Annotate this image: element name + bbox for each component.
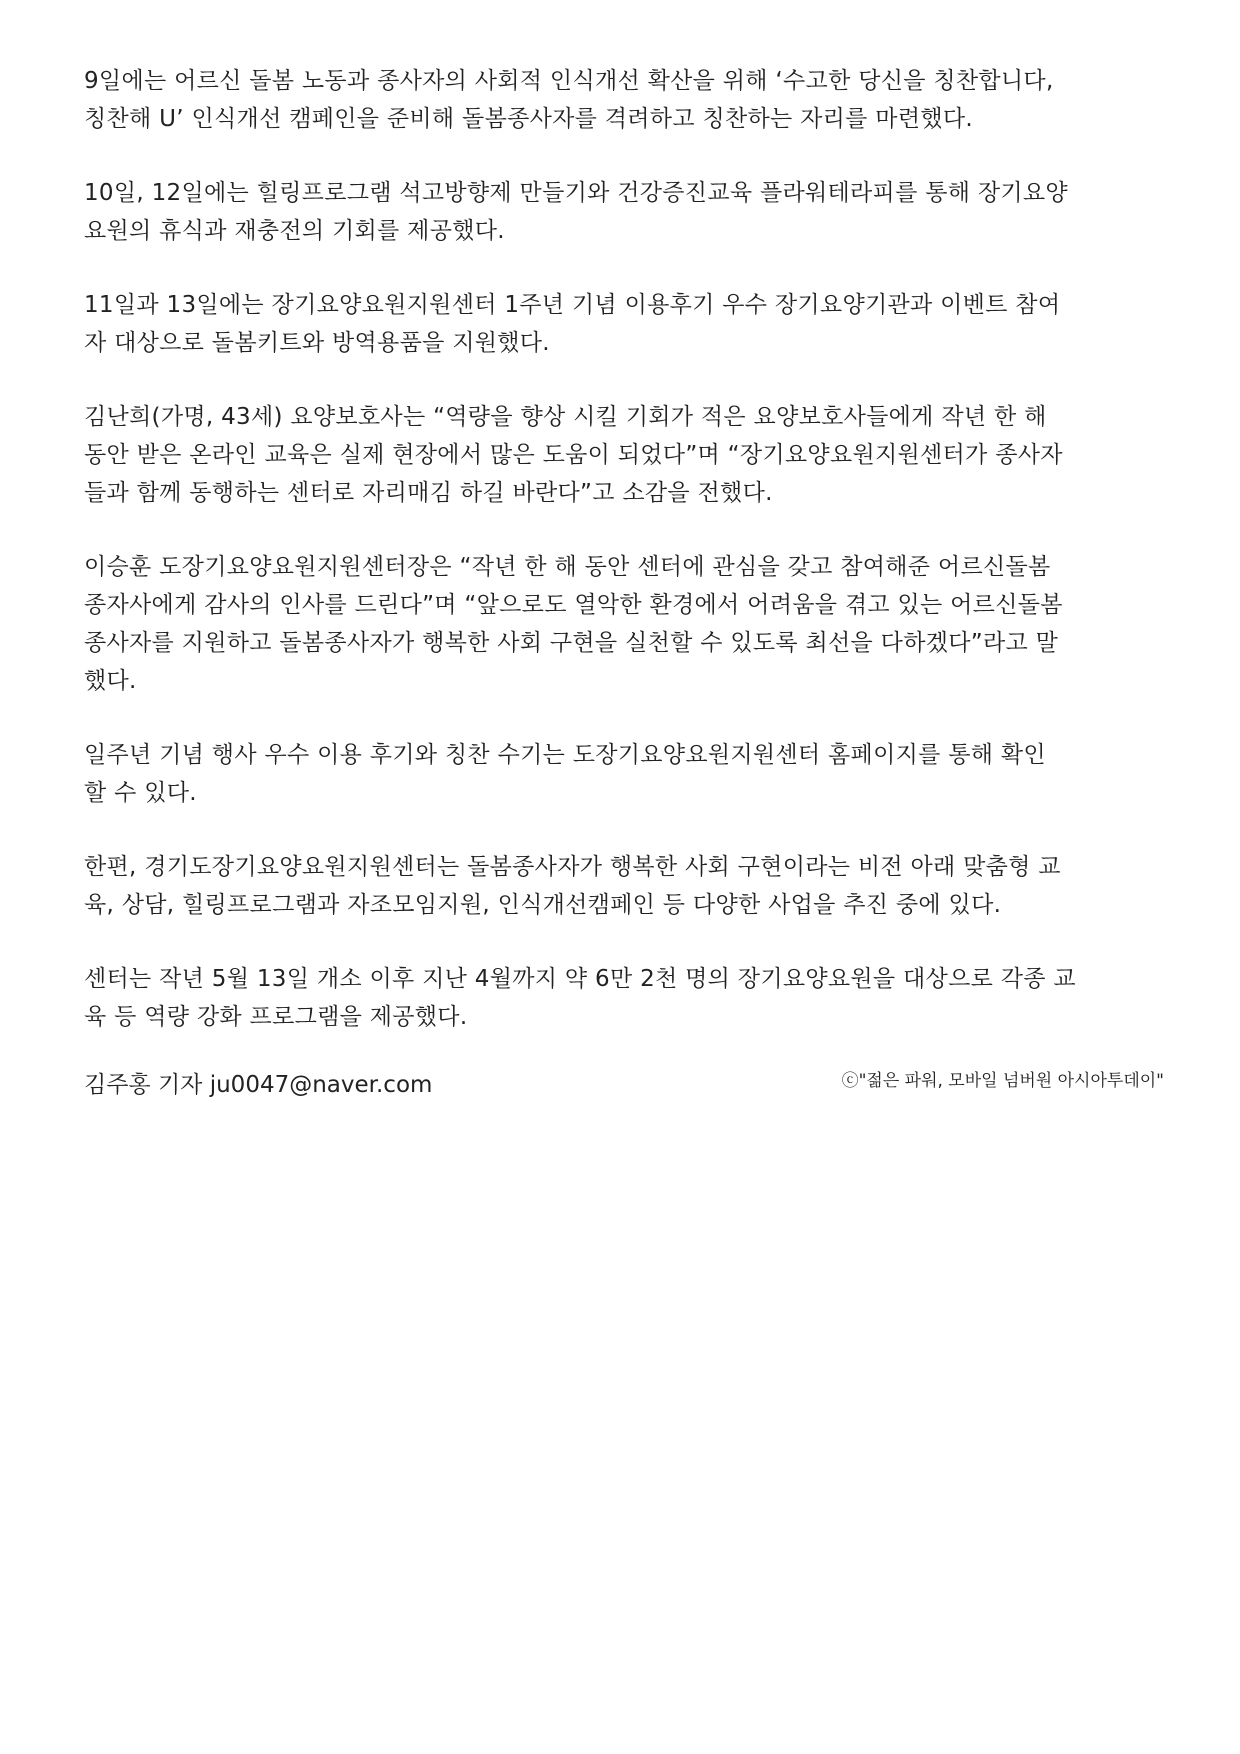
paragraph-line: 일주년 기념 행사 우수 이용 후기와 칭찬 수기는 도장기요양요원지원센터 홈페이지를 통해 확인: [84, 742, 1046, 768]
paragraph-line: 한편, 경기도장기요양요원지원센터는 돌봄종사자가 행복한 사회 구현이라는 비전 아래 맞춤형 교: [84, 854, 1061, 880]
article-body: [84, 62, 1164, 1106]
paragraph-center-vision: [84, 848, 1164, 924]
paragraph-line: 들과 함께 동행하는 센터로 자리매김 하길 바란다”고 소감을 전했다.: [84, 480, 773, 506]
paragraph-homepage: [84, 736, 1164, 812]
paragraph-campaign: [84, 62, 1164, 138]
copyright-notice: ⓒ"젊은 파워, 모바일 넘버원 아시아투데이": [841, 1071, 1164, 1091]
paragraph-care-kit: [84, 286, 1164, 362]
paragraph-line: 육, 상담, 힐링프로그램과 자조모임지원, 인식개선캠페인 등 다양한 사업을 추진 중에 있다.: [84, 892, 1002, 918]
paragraph-line: 종자사에게 감사의 인사를 드린다”며 “앞으로도 열악한 환경에서 어려움을 겪고 있는 어르신돌봄: [84, 592, 1063, 618]
paragraph-line: 동안 받은 온라인 교육은 실제 현장에서 많은 도움이 되었다”며 “장기요양요원지원센터가 종사자: [84, 442, 1063, 468]
paragraph-line: 센터는 작년 5월 13일 개소 이후 지난 4월까지 약 6만 2천 명의 장기요양요원을 대상으로 각종 교: [84, 966, 1076, 992]
reporter-byline: 김주홍 기자 ju0047@naver.com: [84, 1072, 433, 1098]
paragraph-line: 요원의 휴식과 재충전의 기회를 제공했다.: [84, 218, 505, 244]
paragraph-line: 9일에는 어르신 돌봄 노동과 종사자의 사회적 인식개선 확산을 위해 ‘수고한 당신을 칭찬합니다,: [84, 68, 1054, 94]
paragraph-healing-program: [84, 174, 1164, 250]
paragraph-line: 11일과 13일에는 장기요양요원지원센터 1주년 기념 이용후기 우수 장기요양기관과 이벤트 참여: [84, 292, 1061, 318]
paragraph-line: 칭찬해 U’ 인식개선 캠페인을 준비해 돌봄종사자를 격려하고 칭찬하는 자리를 마련했다.: [84, 106, 973, 132]
paragraph-center-history: [84, 960, 1164, 1036]
paragraph-director-quote: [84, 548, 1164, 700]
paragraph-line: 10일, 12일에는 힐링프로그램 석고방향제 만들기와 건강증진교육 플라워테라피를 통해 장기요양: [84, 180, 1068, 206]
paragraph-line: 자 대상으로 돌봄키트와 방역용품을 지원했다.: [84, 330, 550, 356]
paragraph-line: 육 등 역량 강화 프로그램을 제공했다.: [84, 1004, 468, 1030]
article-footer: [84, 1066, 1164, 1106]
paragraph-caregiver-quote: [84, 398, 1164, 512]
paragraph-line: 했다.: [84, 668, 137, 694]
paragraph-line: 할 수 있다.: [84, 780, 197, 806]
paragraph-line: 이승훈 도장기요양요원지원센터장은 “작년 한 해 동안 센터에 관심을 갖고 참여해준 어르신돌봄: [84, 554, 1051, 580]
paragraph-line: 종사자를 지원하고 돌봄종사자가 행복한 사회 구현을 실천할 수 있도록 최선을 다하겠다”라고 말: [84, 630, 1059, 656]
paragraph-line: 김난희(가명, 43세) 요양보호사는 “역량을 향상 시킬 기회가 적은 요양보호사들에게 작년 한 해: [84, 404, 1047, 430]
